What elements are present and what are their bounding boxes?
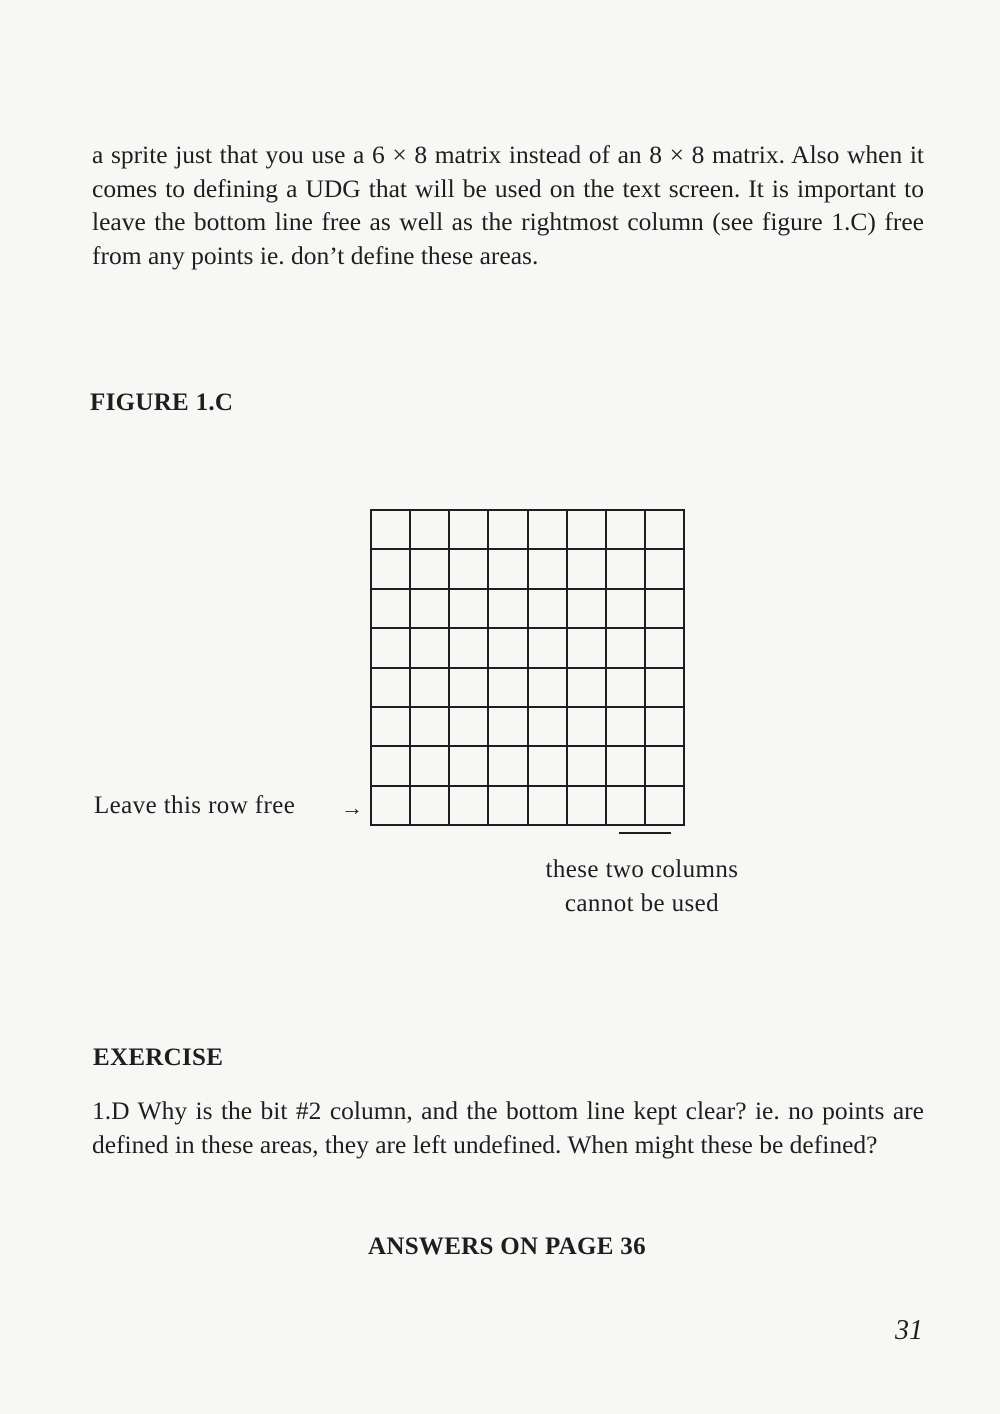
- columns-label-line2: cannot be used: [564, 890, 720, 917]
- grid-cell: [411, 669, 450, 708]
- grid-cell: [450, 669, 489, 708]
- grid-cell: [568, 747, 607, 786]
- grid-cell: [489, 669, 528, 708]
- grid-cell: [372, 590, 411, 629]
- figure-title: FIGURE 1.C: [90, 389, 234, 416]
- grid-cell: [529, 511, 568, 550]
- grid-cell: [489, 629, 528, 668]
- grid-cell: [489, 787, 528, 826]
- grid-cell: [607, 787, 646, 826]
- page-number: 31: [895, 1315, 923, 1346]
- grid-cell: [372, 787, 411, 826]
- grid-cell: [372, 629, 411, 668]
- grid-cell: [646, 629, 685, 668]
- grid-cell: [450, 708, 489, 747]
- grid-cell: [411, 550, 450, 589]
- row-free-label: Leave this row free: [94, 792, 296, 819]
- grid-cell: [607, 590, 646, 629]
- grid-cell: [450, 747, 489, 786]
- grid-cell: [568, 669, 607, 708]
- grid-cell: [646, 787, 685, 826]
- grid-cell: [411, 629, 450, 668]
- grid-cell: [489, 708, 528, 747]
- grid-cell: [489, 590, 528, 629]
- grid-cell: [529, 590, 568, 629]
- answers-note: ANSWERS ON PAGE 36: [368, 1233, 646, 1260]
- grid-cell: [568, 708, 607, 747]
- grid-cell: [646, 669, 685, 708]
- grid-cell: [372, 708, 411, 747]
- grid-cell: [568, 629, 607, 668]
- grid-cell: [607, 747, 646, 786]
- grid-cell: [529, 747, 568, 786]
- grid-cell: [411, 708, 450, 747]
- grid-cell: [450, 787, 489, 826]
- grid-cell: [568, 787, 607, 826]
- grid-cell: [646, 747, 685, 786]
- grid-cell: [372, 550, 411, 589]
- grid-cell: [411, 511, 450, 550]
- grid-cell: [529, 708, 568, 747]
- grid-cell: [607, 550, 646, 589]
- grid-cell: [646, 708, 685, 747]
- grid-cell: [450, 550, 489, 589]
- grid-cell: [529, 629, 568, 668]
- right-arrow-icon: →: [341, 795, 363, 820]
- grid-cell: [646, 590, 685, 629]
- grid-cell: [607, 511, 646, 550]
- grid-cell: [372, 511, 411, 550]
- grid-cell: [529, 550, 568, 589]
- columns-label: [500, 853, 784, 921]
- columns-marker: [619, 832, 671, 834]
- grid-cell: [450, 511, 489, 550]
- grid-cell: [529, 669, 568, 708]
- grid-cell: [646, 511, 685, 550]
- grid-cell: [489, 747, 528, 786]
- grid-cell: [411, 590, 450, 629]
- columns-label-line1: these two columns: [545, 856, 739, 883]
- grid-cell: [568, 550, 607, 589]
- intro-paragraph: a sprite just that you use a 6 × 8 matrix instead of an 8 × 8 matrix. Also when it comes to defining a UDG that will be used on the text screen. It is important to leave the bottom line free as well as the rightmost column (see figure 1.C) free from any points ie. don’t define these areas.: [92, 140, 924, 270]
- grid-cell: [411, 787, 450, 826]
- grid-cell: [372, 669, 411, 708]
- grid-cell: [568, 511, 607, 550]
- grid-cell: [568, 590, 607, 629]
- grid-cell: [646, 550, 685, 589]
- grid-cell: [489, 550, 528, 589]
- exercise-heading: EXERCISE: [93, 1044, 224, 1071]
- grid-cell: [450, 590, 489, 629]
- grid-cell: [372, 747, 411, 786]
- grid-cell: [489, 511, 528, 550]
- exercise-text: 1.D Why is the bit #2 column, and the bottom line kept clear? ie. no points are defined in these areas, they are left undefined. When might these be defined?: [92, 1096, 924, 1159]
- grid-cell: [607, 629, 646, 668]
- grid-cell: [529, 787, 568, 826]
- grid-cell: [411, 747, 450, 786]
- grid-cell: [607, 708, 646, 747]
- matrix-grid: [370, 509, 685, 826]
- grid-cell: [607, 669, 646, 708]
- grid-cell: [450, 629, 489, 668]
